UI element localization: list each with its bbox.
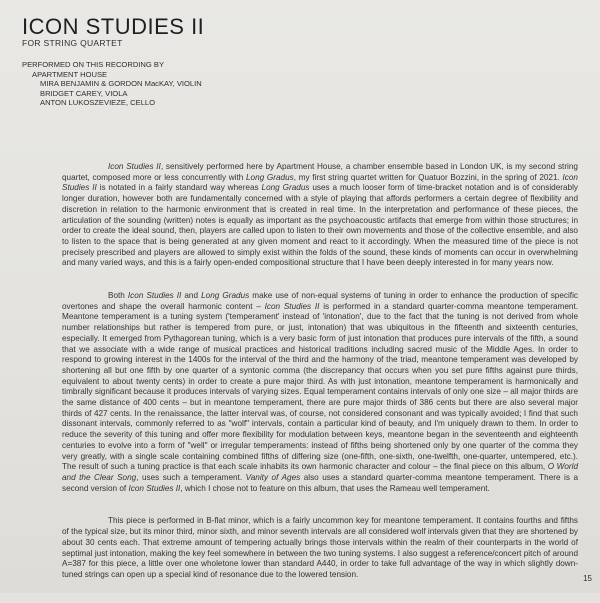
- page-subtitle: FOR STRING QUARTET: [22, 38, 123, 48]
- player-line: ANTON LUKOSZEVIEZE, CELLO: [40, 98, 156, 108]
- essay-paragraph: Both Icon Studies II and Long Gradus make use of non-equal systems of tuning in order to enhance the production of specific overtones and shape the overall harmonic content – Icon Studies II is performed in a standard quarter-comma meantone temperament. Meantone temperament is a tuning system ('temperament' instead of 'intonation', due to the fact that the tuning is not derived from whole number relationships but rather is tempered from pure, or just, intonation) that was ubiquitous in the fifteenth and sixteenth centuries, especially. It emerged from Pythagorean tuning, which is a very basic form of just intonation that produces pure intervals of the fifth, a sound that we associate with a wide range of musical practices and historical traditions including sacred music of the Middle Ages. In order to respond to growing interest in the 1400s for the interval of the third and the harmony of the triad, meantone temperament was developed by shortening all but one fifth by one quarter of a syntonic comma (the discrepancy that occurs when you set pure fifths against pure thirds, equivalent to about twenty cents) in order to create a pure major third. As with just intonation, meantone temperament is harmonically and timbrally significant because it produces intervals of varying sizes. Equal temperament contains intervals of only one size – all major thirds are the same distance of 400 cents – but in meantone temperament, there are pure major thirds of 386 cents but there are also several major thirds of 427 cents. In the renaissance, the latter interval was, of course, not considered consonant and was typically avoided; I find that such dissonant intervals, commonly referred to as "wolf" intervals, contain a particular kind of beauty, and I'm uniquely drawn to them. In order to reduce the severity of this tuning and offer more flexibility for modulation between keys, meantone began in the seventeenth and eighteenth centuries to evolve into a form of "well" or irregular temperaments: instead of fifths being shortened only by one quarter of the comma they very greatly, with a single scale containing combined fifths of differing size (one-fifth, one-sixth, one-twelfth, one-quarter, untempered, etc.). The result of such a tuning practice is that each scale inhabits its own harmonic character and colour – the final piece on this album, O World and the Clear Song, uses such a temperament. Vanity of Ages also uses a standard quarter-comma meantone temperament. There is a second version of Icon Studies II, which I chose not to feature on this album, that uses the Rameau well temperament.: [62, 291, 579, 493]
- player-line: MIRA BENJAMIN & GORDON MacKAY, VIOLIN: [40, 79, 202, 89]
- credits-intro: PERFORMED ON THIS RECORDING BY: [22, 60, 165, 69]
- ensemble-name: APARTMENT HOUSE: [32, 69, 108, 79]
- performer-credits: [22, 60, 202, 108]
- essay-body: [62, 162, 578, 603]
- page-number: 15: [583, 574, 592, 583]
- player-line: BRIDGET CAREY, VIOLA: [40, 88, 128, 98]
- essay-paragraph: Icon Studies II, sensitively performed here by Apartment House, a chamber ensemble based in London UK, is my second string quartet, composed more or less concurrently with Long Gradus, my first string quartet written for Quatuor Bozzini, in the spring of 2021. Icon Studies II is notated in a fairly standard way whereas Long Gradus uses a much looser form of time-bracket notation and is of considerably longer duration, however both are fundamentally concerned with a style of playing that affords performers a certain degree of flexibility and discretion in relation to the harmonic environment that is created in real time. In the interpretation and performance of these pieces, the articulation of the sounding (written) notes is equally as important as the psychoacoustic artifacts that emerge from within those structures; in order to create the ideal sound, then, players are called upon to listen to their own movements and those of the collective ensemble, and also to listen to the space that is being generated at any given moment and react to it accordingly. When the measured time of the piece is not precisely prescribed and players are allowed to simply exist within the folds of the sound, these kinds of moments can occur in overwhelming and many varied ways, and this is a fairly open-ended compositional structure that I have been deeply interested in for many years now.: [62, 162, 578, 268]
- page-title: ICON STUDIES II: [22, 14, 205, 39]
- essay-paragraph: This piece is performed in B-flat minor, which is a fairly uncommon key for meantone temperament. It contains fourths and fifths of the typical size, but its minor third, minor sixth, and minor seventh intervals are all considered wolf intervals given that they are shortened by about 30 cents each. That extreme amount of tempering actually brings those intervals within the realm of their counterparts in the world of septimal just intonation, making the key feel somewhere in between the two tuning systems. I also suggest a reference/concert pitch of around A=387 for this piece, a little over one wholetone lower than standard A440, in order to take full advantage of the way in which slightly down-tuned strings can open up a special kind of resonance due to the lowered tension.: [62, 516, 578, 579]
